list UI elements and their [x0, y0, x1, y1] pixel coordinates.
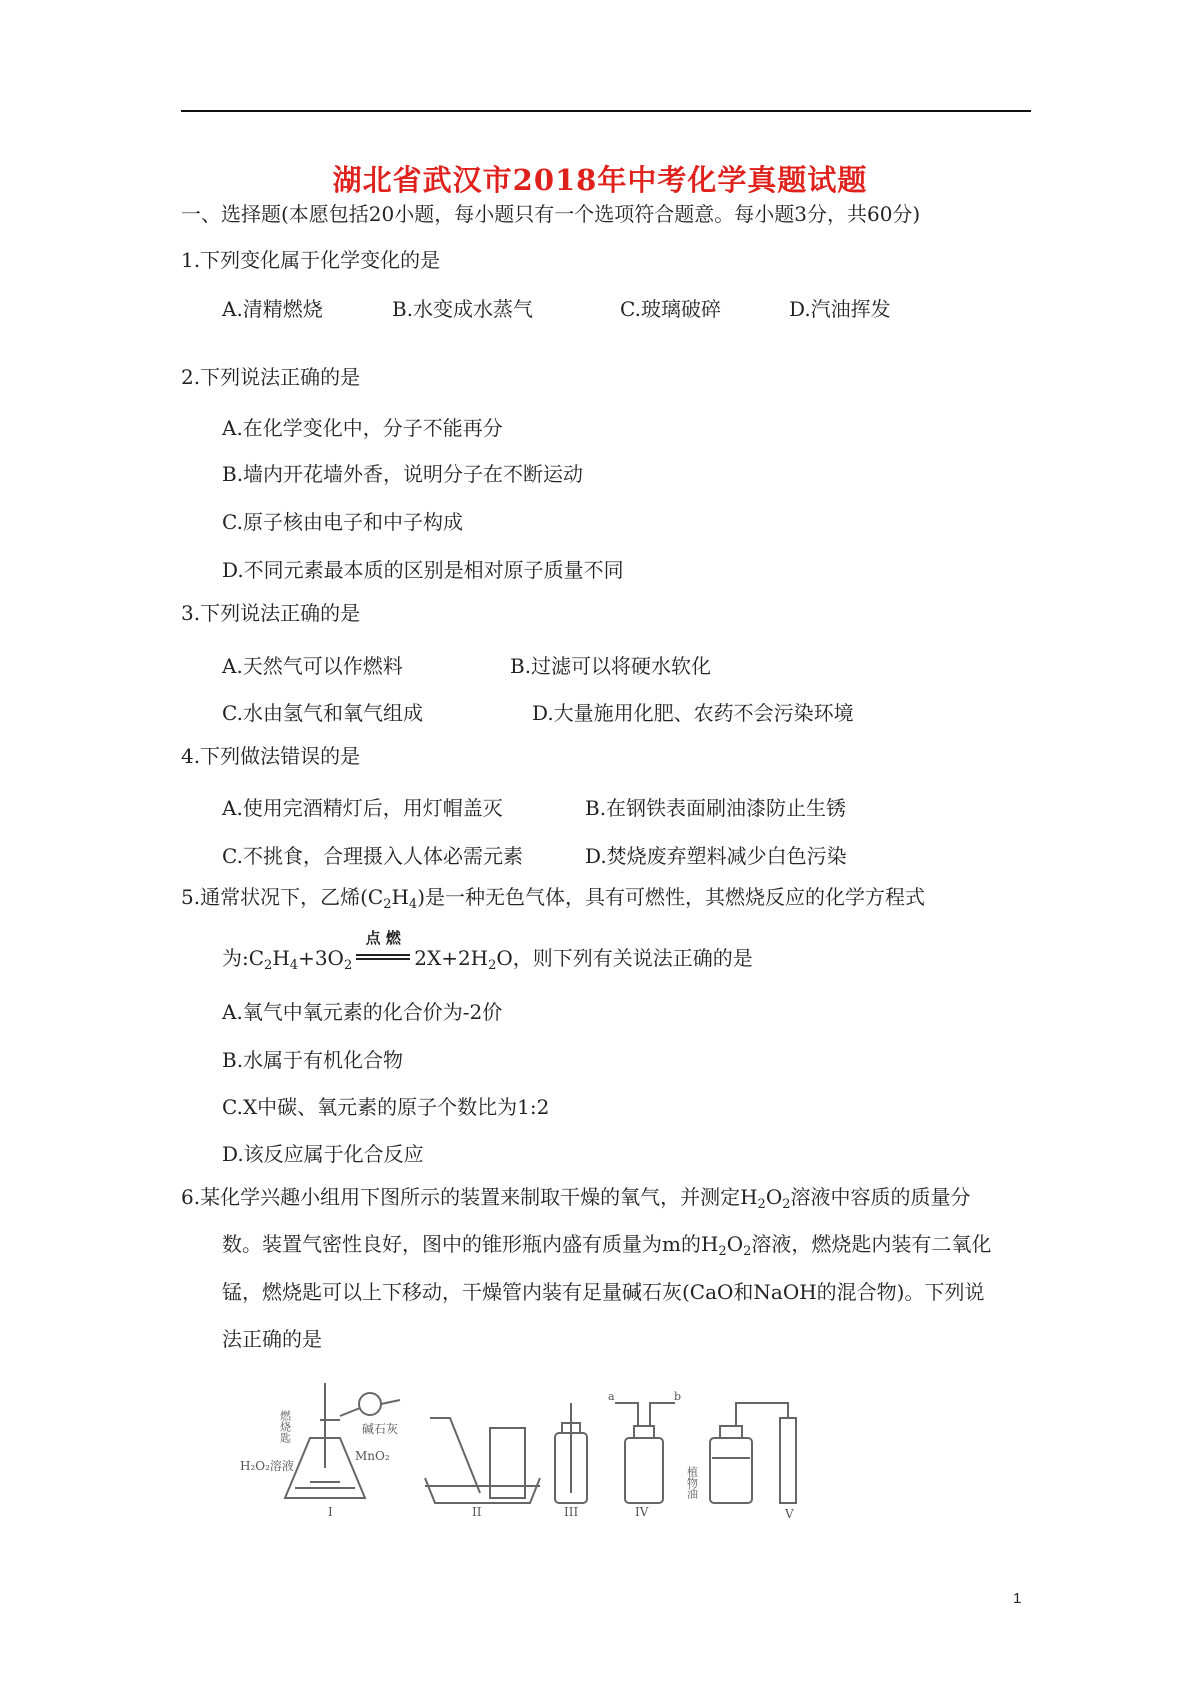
- label-port-b: b: [674, 1390, 682, 1403]
- question-3-stem: 3.下列说法正确的是: [181, 601, 361, 625]
- question-5-option-d: D.该反应属于化合反应: [222, 1142, 424, 1166]
- question-1-option-a: A.清精燃烧: [222, 297, 323, 321]
- label-apparatus-v: V: [785, 1507, 794, 1518]
- question-6-line-4: 法正确的是: [222, 1327, 322, 1351]
- question-4-option-d: D.焚烧废弃塑料减少白色污染: [585, 844, 847, 868]
- section-heading: 一、选择题(本愿包括20小题，每小题只有一个选项符合题意。每小题3分，共60分): [181, 202, 921, 226]
- label-apparatus-i: I: [328, 1505, 333, 1518]
- label-soda-lime: 碱石灰: [362, 1422, 399, 1436]
- question-2-stem: 2.下列说法正确的是: [181, 365, 361, 389]
- page-number: 1: [1013, 1590, 1022, 1607]
- label-mno2: MnO₂: [355, 1449, 390, 1463]
- question-4-stem: 4.下列做法错误的是: [181, 744, 361, 768]
- apparatus-figure: [240, 1378, 890, 1518]
- label-combustion-spoon: 燃烧匙: [278, 1410, 292, 1443]
- reaction-arrow: 点 燃: [354, 945, 412, 967]
- question-5-option-c: C.X中碳、氧元素的原子个数比为1:2: [222, 1095, 550, 1119]
- label-h2o2-solution: H₂O₂溶液: [240, 1459, 294, 1473]
- header-rule: [181, 110, 1031, 112]
- label-vegetable-oil: 植物油: [685, 1466, 699, 1499]
- apparatus-iv: [615, 1403, 675, 1503]
- label-apparatus-iv: IV: [635, 1505, 649, 1518]
- label-apparatus-ii: II: [472, 1505, 482, 1518]
- question-2-option-d: D.不同元素最本质的区别是相对原子质量不同: [222, 558, 624, 582]
- page-title: 湖北省武汉市2018年中考化学真题试题: [332, 163, 868, 197]
- question-6-line-3: 锰，燃烧匙可以上下移动，干燥管内装有足量碱石灰(CaO和NaOH的混合物)。下列说: [222, 1280, 985, 1304]
- question-3-option-c: C.水由氢气和氧气组成: [222, 701, 423, 725]
- question-4-option-a: A.使用完酒精灯后，用灯帽盖灭: [222, 796, 503, 820]
- label-apparatus-iii: III: [564, 1505, 579, 1518]
- question-2-option-b: B.墙内开花墙外香，说明分子在不断运动: [222, 462, 584, 486]
- apparatus-iii: [555, 1403, 587, 1503]
- apparatus-i: [285, 1383, 400, 1498]
- apparatus-v: [710, 1403, 796, 1503]
- label-port-a: a: [608, 1390, 615, 1403]
- apparatus-ii: [425, 1418, 540, 1503]
- question-2-option-c: C.原子核由电子和中子构成: [222, 510, 463, 534]
- question-1-stem: 1.下列变化属于化学变化的是: [181, 248, 441, 272]
- question-4-option-c: C.不挑食，合理摄入人体必需元素: [222, 844, 523, 868]
- question-6-line-2: 数。装置气密性良好，图中的锥形瓶内盛有质量为m的$H_2O_2$溶液，燃烧匙内装有二氧化: [222, 1232, 992, 1259]
- question-6-line-1: 6.某化学兴趣小组用下图所示的装置来制取干燥的氧气，并测定$H_2O_2$溶液中容质的质量分: [181, 1185, 971, 1212]
- question-4-option-b: B.在钢铁表面刷油漆防止生锈: [585, 796, 847, 820]
- question-5-option-a: A.氧气中氧元素的化合价为-2价: [222, 1000, 503, 1024]
- question-2-option-a: A.在化学变化中，分子不能再分: [222, 416, 503, 440]
- question-3-option-a: A.天然气可以作燃料: [222, 654, 403, 678]
- question-5-option-b: B.水属于有机化合物: [222, 1048, 404, 1072]
- question-5-equation: 为$:C_2H_4+3O_2$ 点 燃 $2X+2H_2O$，则下列有关说法正确的是: [222, 929, 753, 973]
- question-5-stem: 5.通常状况下，乙烯$(C_2H_4)$是一种无色气体，具有可燃性，其燃烧反应的化学方程式: [181, 885, 926, 912]
- question-1-option-c: C.玻璃破碎: [620, 297, 721, 321]
- question-3-option-b: B.过滤可以将硬水软化: [510, 654, 712, 678]
- question-1-option-d: D.汽油挥发: [789, 297, 891, 321]
- question-3-option-d: D.大量施用化肥、农药不会污染环境: [532, 701, 854, 725]
- question-1-option-b: B.水变成水蒸气: [392, 297, 534, 321]
